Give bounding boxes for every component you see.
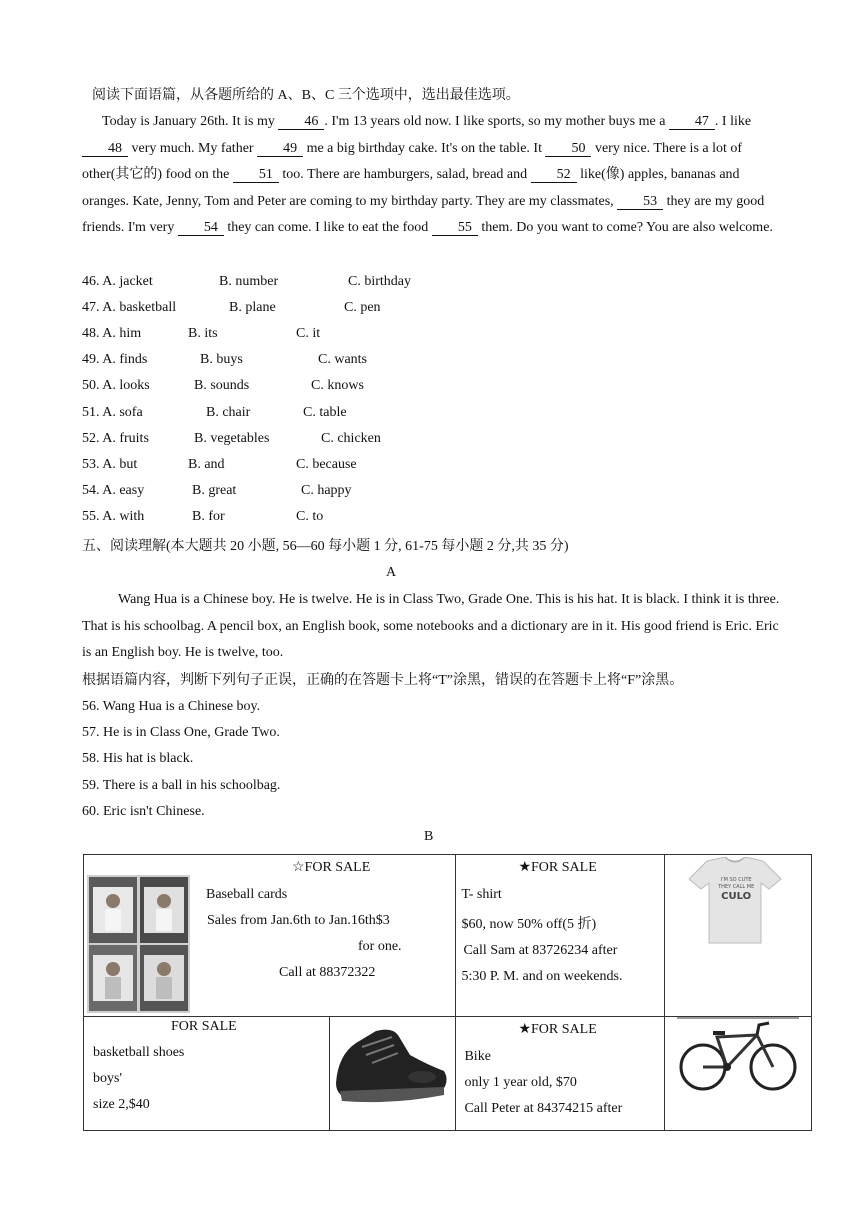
shirt-text: CULO	[721, 891, 752, 902]
ad-line: only 1 year old, $70	[464, 1075, 577, 1090]
statement: 59. There is a ball in his schoolbag.	[82, 777, 281, 793]
bike-image-cell	[665, 1017, 812, 1131]
option-a: 48. A. him	[82, 326, 142, 342]
option-a: 55. A. with	[82, 508, 145, 524]
baseball-cards-icon	[87, 875, 190, 1013]
bike-icon	[677, 1017, 799, 1097]
ad-line: Call Peter at 84374215 after	[464, 1101, 623, 1116]
shoes-image-cell	[329, 1017, 456, 1131]
ad-line: Call Sam at 83726234 after	[463, 943, 618, 958]
option-a: 50. A. looks	[82, 378, 150, 394]
blank-54: 54	[178, 220, 224, 236]
ad-tshirt	[456, 855, 665, 1017]
passage-text: me a big birthday cake. It's on the table. It	[303, 140, 546, 156]
passage-text: . I'm 13 years old now. I like sports, so my mother buys me a	[324, 114, 669, 129]
option-c: C. it	[296, 326, 321, 342]
option-c: C. to	[296, 508, 324, 524]
ad-line: T- shirt	[461, 887, 502, 902]
statement: 57. He is in Class One, Grade Two.	[82, 725, 280, 741]
ad-line: $60, now 50% off(5 折)	[461, 917, 597, 932]
option-a: 52. A. fruits	[82, 430, 149, 446]
ad-title: ★FOR SALE	[518, 1022, 597, 1037]
passage-text: . I like	[714, 114, 752, 129]
passage-a-text: Wang Hua is a Chinese boy. He is twelve. He is in Class Two, Grade One. This is his hat. It is black. I think it is three. That is his schoolbag. A pencil box, an English book, some notebooks and a dictionary are in it. His good friend is Eric. Eric is an English boy. He is twelve, too.	[82, 592, 780, 660]
section-heading: 五、阅读理解(本大题共 20 小题, 56—60 每小题 1 分, 61-75 每小题 2 分,共 35 分)	[82, 539, 569, 554]
passage-a-instruction: 根据语篇内容，判断下列句子正误，正确的在答题卡上将“T”涂黑，错误的在答题卡上将“F”涂黑。	[82, 673, 684, 688]
option-a: 53. A. but	[82, 456, 138, 472]
statement: 58. His hat is black.	[82, 751, 194, 767]
instructions: 阅读下面语篇，从各题所给的 A、B、C 三个选项中，选出最佳选项。	[92, 88, 520, 103]
option-a: 54. A. easy	[82, 482, 145, 498]
blank-53: 53	[617, 194, 663, 210]
option-a: 51. A. sofa	[82, 404, 143, 420]
blank-48: 48	[82, 141, 128, 157]
ad-line: boys'	[93, 1071, 122, 1086]
ad-bike	[456, 1017, 665, 1131]
option-b: B. plane	[229, 300, 276, 316]
ad-line: Call at 88372322	[279, 965, 376, 980]
blank-55: 55	[432, 220, 478, 236]
shirt-text: I'M SO CUTE	[720, 877, 752, 883]
ad-line: for one.	[358, 939, 402, 954]
option-c: C. pen	[344, 300, 381, 316]
blank-51: 51	[233, 167, 279, 183]
passage-text: like(像) apples, bananas and oranges. Kate, Jenny, Tom and Peter are coming to my birthday party. They are my classmates,	[82, 167, 740, 209]
option-a: 47. A. basketball	[82, 300, 177, 316]
option-a: 49. A. finds	[82, 352, 148, 368]
ad-baseball-cards	[84, 855, 456, 1017]
tshirt-image-cell	[665, 855, 812, 1017]
ad-title: ★FOR SALE	[518, 860, 597, 875]
option-c: C. happy	[301, 482, 352, 498]
passage-text: very much. My father	[128, 140, 258, 156]
option-b: B. chair	[206, 404, 251, 420]
option-a: 46. A. jacket	[82, 274, 153, 289]
shoe-icon	[332, 1025, 450, 1107]
blank-52: 52	[531, 167, 577, 183]
passage-text: Today is January 26th. It is my	[102, 114, 279, 129]
option-b: B. sounds	[194, 378, 250, 394]
passage-text: too. There are hamburgers, salad, bread and	[278, 167, 531, 182]
blank-47: 47	[669, 114, 715, 130]
passage-text: very nice. There is a lot of other(其它的) food on the	[82, 140, 743, 182]
statement: 60. Eric isn't Chinese.	[82, 803, 205, 819]
option-b: B. for	[192, 508, 225, 524]
option-c: C. knows	[311, 378, 364, 394]
ad-line: basketball shoes	[93, 1045, 185, 1060]
option-c: C. table	[303, 404, 347, 420]
ad-title: FOR SALE	[171, 1019, 237, 1034]
option-c: C. wants	[318, 352, 367, 368]
option-b: B. number	[219, 274, 279, 289]
option-b: B. and	[188, 456, 225, 472]
ad-basketball-shoes	[84, 1017, 330, 1131]
option-b: B. its	[188, 326, 218, 342]
ad-line: Bike	[464, 1049, 491, 1064]
ad-line: size 2,$40	[93, 1097, 150, 1112]
ad-line: Sales from Jan.6th to Jan.16th$3	[207, 913, 390, 928]
statement: 56. Wang Hua is a Chinese boy.	[82, 699, 261, 714]
option-b: B. great	[192, 482, 237, 498]
passage-text: they can come. I like to eat the food	[223, 220, 432, 235]
passage-text: them. Do you want to come? You are also welcome.	[477, 220, 773, 235]
passage-b-label: B	[424, 829, 434, 844]
passage-a-label: A	[386, 565, 397, 580]
ad-line: Baseball cards	[206, 887, 288, 902]
option-b: B. vegetables	[194, 430, 270, 446]
option-c: C. birthday	[348, 274, 411, 289]
ad-title: ☆FOR SALE	[292, 860, 371, 875]
blank-46: 46	[278, 114, 324, 130]
passage-text: they are my good friends. I'm very	[82, 193, 765, 235]
ads-table	[83, 854, 812, 1131]
shirt-text: THEY CALL ME	[718, 884, 755, 890]
ad-line: 5:30 P. M. and on weekends.	[461, 969, 623, 984]
blank-50: 50	[545, 141, 591, 157]
blank-49: 49	[257, 141, 303, 157]
baseball-cards-image	[87, 875, 190, 1013]
option-c: C. because	[296, 456, 357, 472]
tshirt-icon	[685, 857, 785, 945]
cloze-passage	[82, 109, 787, 242]
option-b: B. buys	[200, 352, 243, 368]
option-c: C. chicken	[321, 430, 381, 446]
